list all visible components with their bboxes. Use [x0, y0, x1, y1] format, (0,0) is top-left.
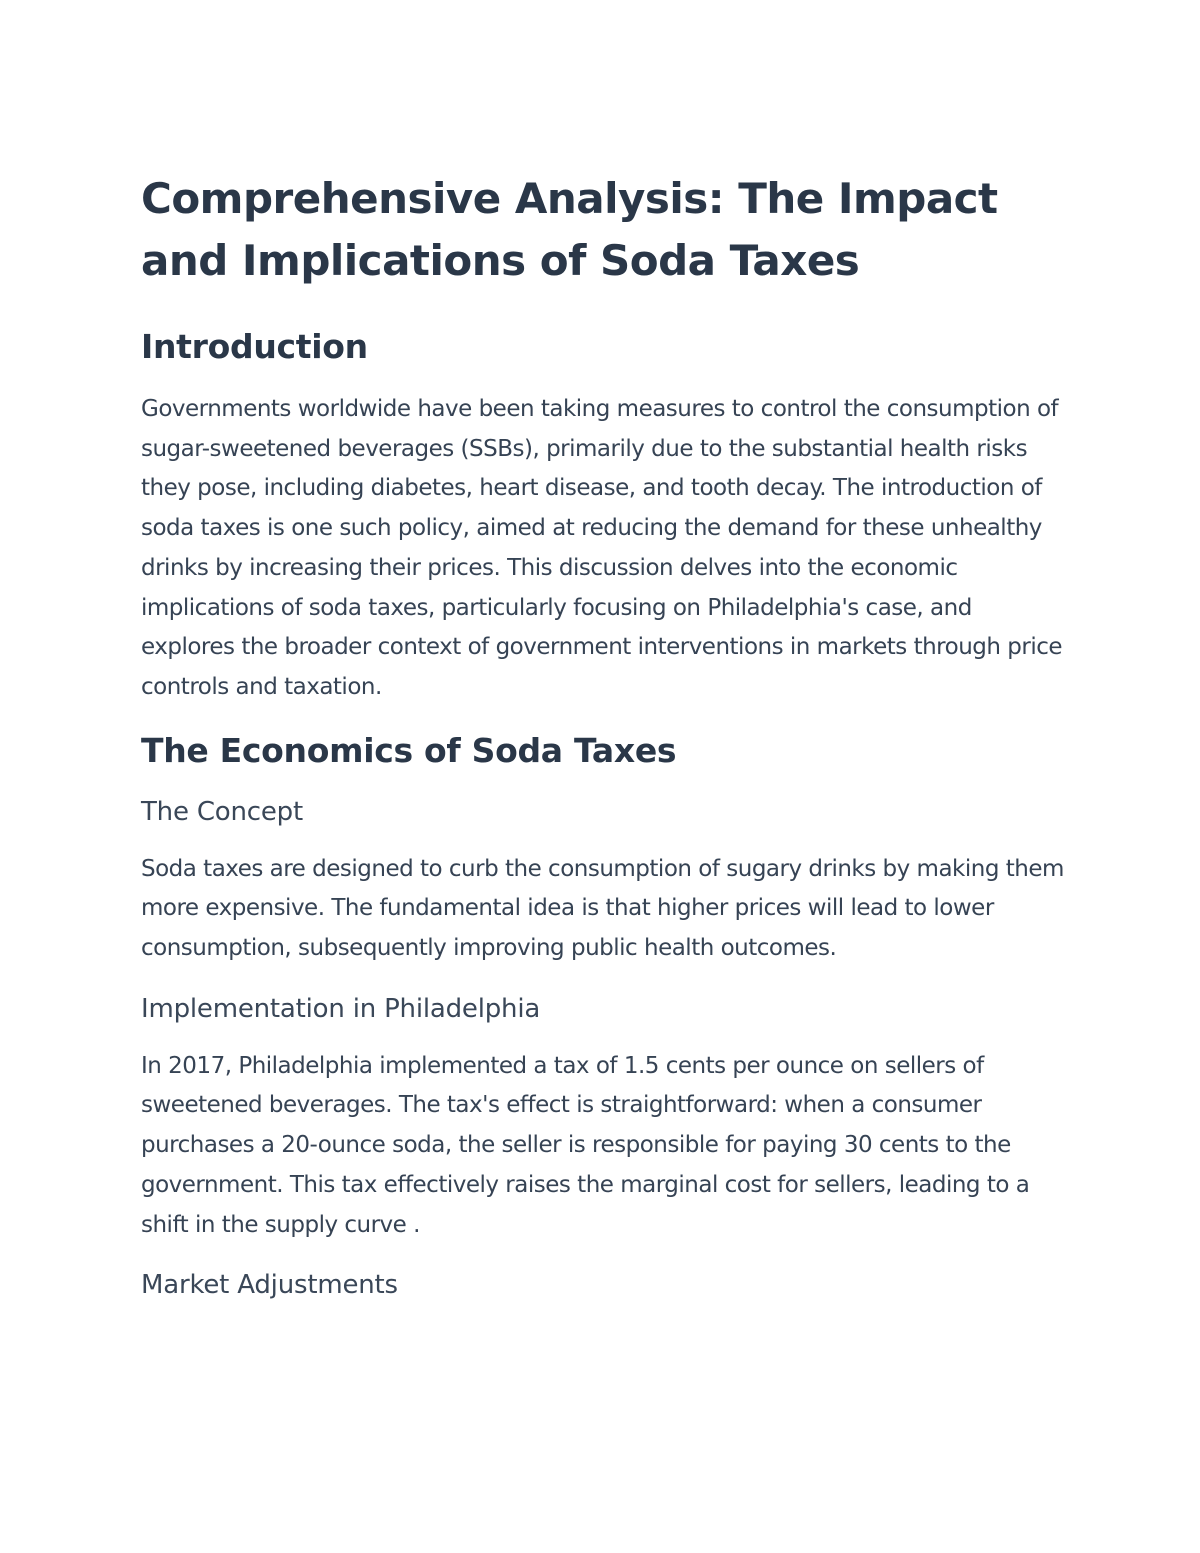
subheading-concept: The Concept	[141, 796, 303, 827]
subheading-market-adjustments: Market Adjustments	[141, 1270, 398, 1301]
introduction-paragraph: Governments worldwide have been taking measures to control the consumption of sugar-sweetened beverages (SSBs), primarily due to the substantial health risks they pose, including diabetes, heart disease, and tooth decay. The introduction of soda taxes is one such policy, aimed at reducing the demand for these unhealthy drinks by increasing their prices. This discussion delves into the economic implications of soda taxes, particularly focusing on Philadelphia's case, and explores the broader context of government interventions in markets through price controls and taxation.	[141, 396, 1063, 700]
document-page	[141, 168, 1066, 1323]
subheading-philadelphia: Implementation in Philadelphia	[141, 993, 541, 1024]
section-heading-introduction: Introduction	[141, 327, 368, 366]
document-title: Comprehensive Analysis: The Impact and Implications of Soda Taxes	[141, 174, 998, 285]
concept-paragraph: Soda taxes are designed to curb the consumption of sugary drinks by making them more expensive. The fundamental idea is that higher prices will lead to lower consumption, subsequently improving public health outcomes.	[141, 855, 1064, 962]
section-heading-economics: The Economics of Soda Taxes	[141, 730, 677, 770]
philadelphia-paragraph: In 2017, Philadelphia implemented a tax of 1.5 cents per ounce on sellers of sweetened beverages. The tax's effect is straightforward: when a consumer purchases a 20-ounce soda, the seller is responsible for paying 30 cents to the government. This tax effectively raises the marginal cost for sellers, leading to a shift in the supply curve .	[141, 1052, 1030, 1238]
